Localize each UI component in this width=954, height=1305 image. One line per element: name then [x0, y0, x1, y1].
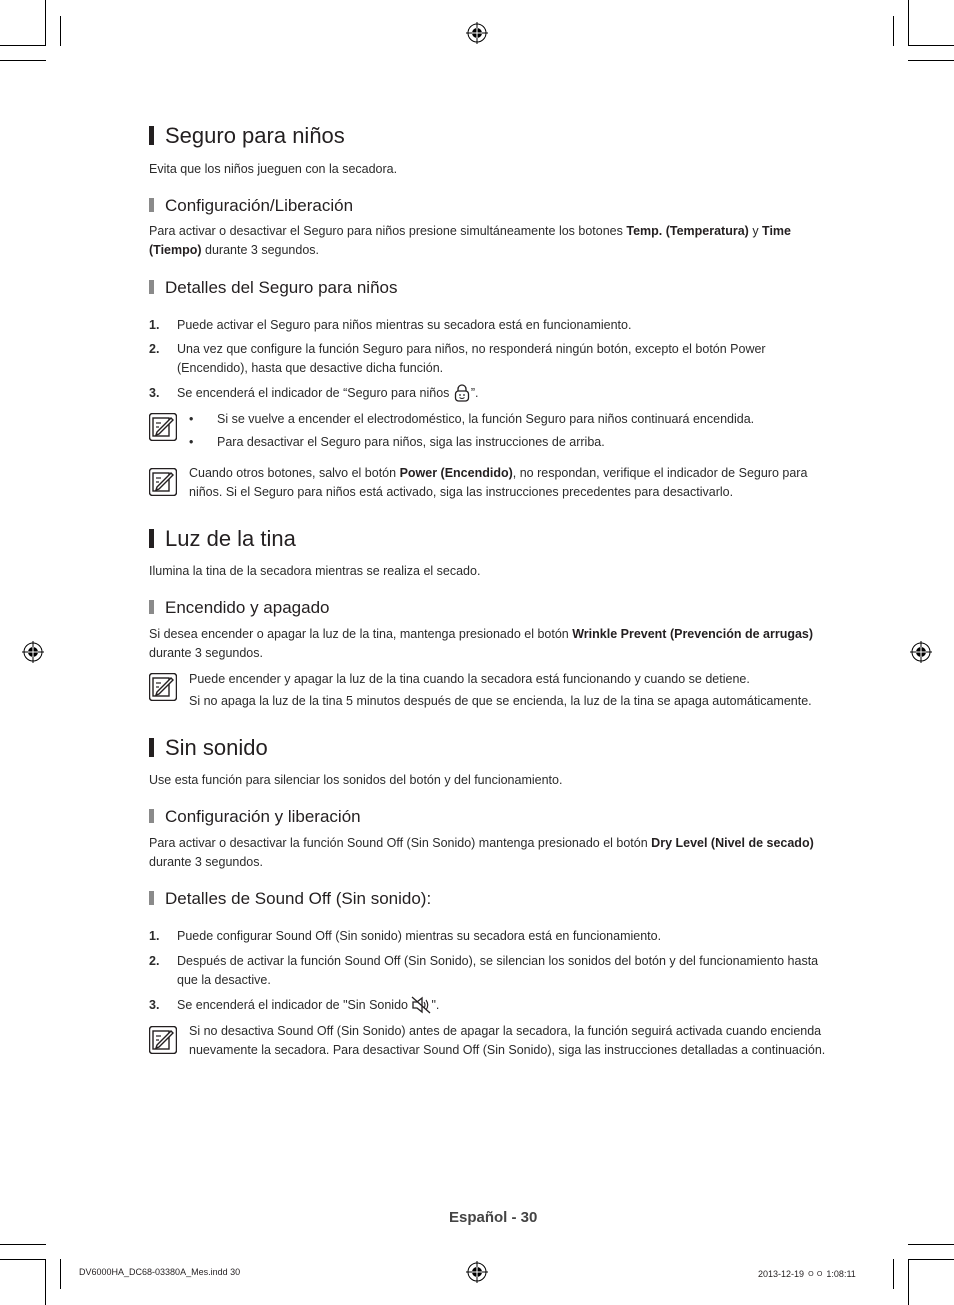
list-text: Puede configurar Sound Off (Sin sonido) mientras su secadora está en funcionamiento.: [177, 929, 662, 943]
bullet-dot: •: [189, 435, 194, 449]
child-lock-icon: [453, 384, 471, 402]
slug-filename: DV6000HA_DC68-03380A_Mes.indd 30: [79, 1267, 241, 1277]
list-text: [177, 384, 837, 403]
list-text: Una vez que configure la función Seguro para niños, no responderá ningún botón, excepto el botón Power (Encendido), hasta que desactive dicha función.: [177, 342, 766, 375]
bold-text: Time: [762, 224, 791, 238]
bullet-text: Si se vuelve a encender el electrodoméstico, la función Seguro para niños continuará encendida.: [217, 412, 755, 426]
subheading-bar: [149, 198, 154, 212]
bold-text: Power (Encendido): [399, 466, 513, 480]
registration-mark-icon: [466, 1261, 488, 1283]
crop-mark: [0, 1244, 46, 1245]
bold-text: (Tiempo): [149, 243, 202, 257]
list-number: 3.: [149, 386, 160, 400]
section-title-text: Seguro para niños: [165, 123, 345, 148]
note-text: [189, 464, 839, 502]
note-icon: [149, 468, 177, 496]
section-title-child-lock: [149, 123, 345, 149]
subheading-bar: [149, 809, 154, 823]
subsection-title: [149, 277, 397, 299]
subsection-title: [149, 806, 361, 828]
section-title-sound-off: [149, 735, 268, 761]
subsection-title: [149, 195, 353, 217]
crop-mark: [60, 16, 61, 46]
crop-mark: [0, 45, 46, 46]
registration-mark-icon: [22, 641, 44, 663]
heading-bar: [149, 738, 154, 757]
subheading-bar: [149, 280, 154, 294]
paragraph: [149, 834, 839, 872]
text: durante 3 segundos.: [149, 855, 263, 869]
crop-mark: [908, 1244, 954, 1245]
text: y: [748, 224, 763, 238]
list-number: 1.: [149, 318, 160, 332]
list-text: Puede activar el Seguro para niños mientras su secadora está en funcionamiento.: [177, 318, 632, 332]
note-icon: [149, 673, 177, 701]
bold-text: Wrinkle Prevent (Prevención de arrugas): [572, 627, 814, 641]
text: durante 3 segundos.: [201, 243, 319, 257]
crop-mark: [908, 60, 954, 61]
subsection-title-text: Configuración y liberación: [165, 807, 361, 826]
text: ".: [431, 998, 440, 1012]
crop-mark: [908, 0, 909, 46]
bullet-dot: •: [189, 412, 194, 426]
subsection-title: [149, 597, 329, 619]
crop-mark: [908, 1259, 909, 1305]
text: Se encenderá el indicador de "Sin Sonido: [177, 998, 412, 1012]
crop-mark: [908, 1259, 954, 1260]
list-text: Después de activar la función Sound Off (Sin Sonido), se silencian los sonidos del botón y del funcionamiento hasta que la desactive.: [177, 954, 819, 987]
list-number: 3.: [149, 998, 160, 1012]
list-number: 2.: [149, 342, 160, 356]
text: durante 3 segundos.: [149, 646, 263, 660]
list-text: [177, 996, 837, 1015]
subheading-bar: [149, 600, 154, 614]
heading-bar: [149, 529, 154, 548]
text: ”.: [470, 386, 479, 400]
heading-bar: [149, 126, 154, 145]
text: , no respondan, verifique el indicador de Seguro para niños. Si el Seguro para niños está activado, siga las instrucciones precedentes para desactivarlo.: [189, 466, 808, 499]
crop-mark: [893, 16, 894, 46]
text: Para activar o desactivar el Seguro para niños presione simultáneamente los botones: [149, 224, 627, 238]
list-number: 1.: [149, 929, 160, 943]
note-icon: [149, 413, 177, 441]
registration-mark-icon: [910, 641, 932, 663]
subsection-title-text: Detalles del Seguro para niños: [165, 278, 398, 297]
note-text: Si no desactiva Sound Off (Sin Sonido) antes de apagar la secadora, la función seguirá activada cuando encienda nuevamente la secadora. Para desactivar Sound Off (Sin Sonido), siga las instrucciones detalladas a continuación.: [189, 1024, 826, 1057]
crop-mark: [0, 60, 46, 61]
crop-mark: [0, 1259, 46, 1260]
text: Se encenderá el indicador de “Seguro para niños: [177, 386, 453, 400]
paragraph: [149, 625, 839, 663]
sound-off-icon: [411, 996, 431, 1014]
crop-mark: [45, 1259, 46, 1305]
paragraph: [149, 222, 839, 260]
list-number: 2.: [149, 954, 160, 968]
subsection-title-text: Detalles de Sound Off (Sin sonido):: [165, 889, 432, 908]
text: Si desea encender o apagar la luz de la tina, mantenga presionado el botón: [149, 627, 573, 641]
page-number: Español - 30: [449, 1209, 538, 1226]
text: Para activar o desactivar la función Sound Off (Sin Sonido) mantenga presionado el botón: [149, 836, 652, 850]
section-intro: Use esta función para silenciar los sonidos del botón y del funcionamiento.: [149, 773, 563, 787]
crop-mark: [45, 0, 46, 46]
bold-text: Dry Level (Nivel de secado): [651, 836, 814, 850]
section-intro: Ilumina la tina de la secadora mientras se realiza el secado.: [149, 564, 481, 578]
text: Cuando otros botones, salvo el botón: [189, 466, 400, 480]
subsection-title: [149, 888, 431, 910]
note-icon: [149, 1026, 177, 1054]
note-text: Puede encender y apagar la luz de la tina cuando la secadora está funcionando y cuando se detiene.: [189, 672, 750, 686]
bullet-text: Para desactivar el Seguro para niños, siga las instrucciones de arriba.: [217, 435, 605, 449]
subheading-bar: [149, 891, 154, 905]
section-title-tub-light: [149, 526, 296, 552]
section-intro: Evita que los niños jueguen con la secadora.: [149, 162, 398, 176]
slug-timestamp: 2013-12-19 ㅇㅇ 1:08:11: [758, 1269, 856, 1279]
subsection-title-text: Configuración/Liberación: [165, 196, 354, 215]
bold-text: Temp. (Temperatura): [626, 224, 749, 238]
crop-mark: [60, 1259, 61, 1289]
crop-mark: [908, 45, 954, 46]
crop-mark: [893, 1259, 894, 1289]
note-text: Si no apaga la luz de la tina 5 minutos después de que se encienda, la luz de la tina se apaga automáticamente.: [189, 694, 812, 708]
registration-mark-icon: [466, 22, 488, 44]
section-title-text: Sin sonido: [165, 735, 268, 760]
subsection-title-text: Encendido y apagado: [165, 598, 330, 617]
section-title-text: Luz de la tina: [165, 526, 296, 551]
